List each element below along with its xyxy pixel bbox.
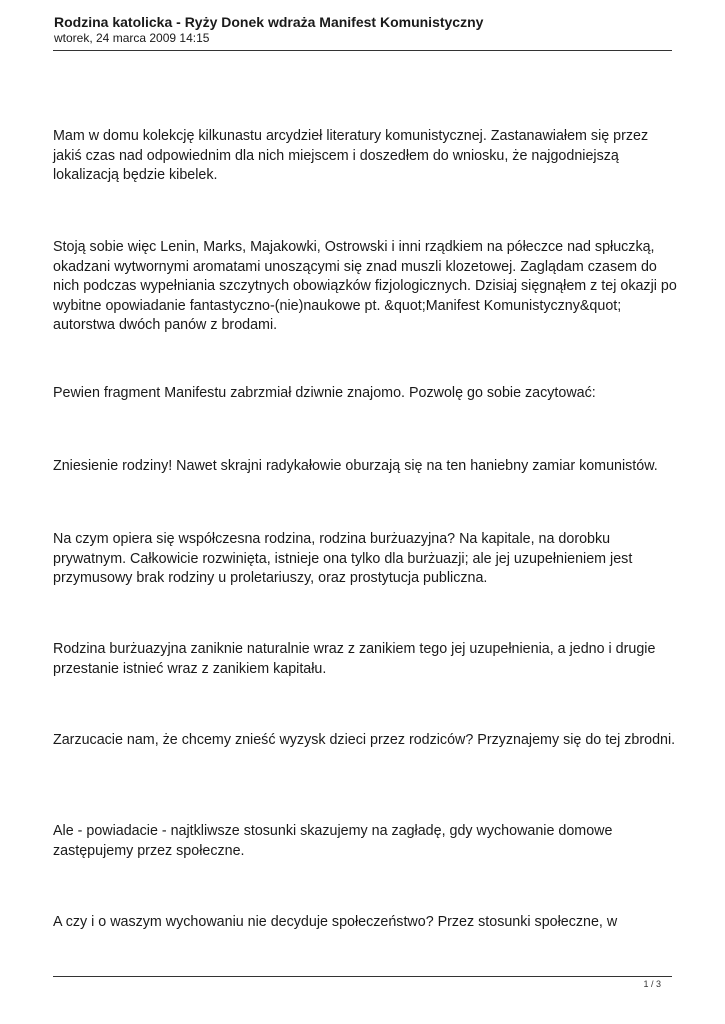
footer-divider (53, 976, 672, 977)
paragraph-7: Zarzucacie nam, że chcemy znieść wyzysk dzieci przez rodziców? Przyznajemy się do tej zbrodni. (53, 732, 676, 748)
paragraph-8: Ale - powiadacie - najtkliwsze stosunki skazujemy na zagładę, gdy wychowanie domowe zastępujemy przez społeczne. (53, 823, 613, 859)
article-date: wtorek, 24 marca 2009 14:15 (54, 31, 210, 45)
page-header (54, 14, 672, 46)
paragraph-3: Pewien fragment Manifestu zabrzmiał dziwnie znajomo. Pozwolę go sobie zacytować: (53, 385, 596, 401)
paragraph-2: Stoją sobie więc Lenin, Marks, Majakowki, Ostrowski i inni rządkiem na półeczce nad spłuczką, okadzani wytwornymi aromatami unoszącymi się znad muszli klozetowej. Zaglądam czasem do nich podczas wypełniania szczytnych obowiązków fizjologicznych. Dzisiaj sięgnąłem z tej okazji po wybitne opowiadanie fantastyczno-(nie)naukowe pt. &quot;Manifest Komunistyczny&quot; autorstwa dwóch panów z brodami. (53, 239, 677, 333)
header-divider (53, 50, 672, 51)
article-title: Rodzina katolicka - Ryży Donek wdraża Manifest Komunistyczny (54, 14, 484, 30)
paragraph-5: Na czym opiera się współczesna rodzina, rodzina burżuazyjna? Na kapitale, na dorobku prywatnym. Całkowicie rozwinięta, istnieje ona tylko dla burżuazji; ale jej uzupełnieniem jest przymusowy brak rodziny u proletariuszy, oraz prostytucja publiczna. (53, 531, 633, 586)
page-number: 1 / 3 (643, 979, 661, 989)
paragraph-9: A czy i o waszym wychowaniu nie decyduje społeczeństwo? Przez stosunki społeczne, w (53, 914, 618, 930)
paragraph-4: Zniesienie rodziny! Nawet skrajni radykałowie oburzają się na ten haniebny zamiar komunistów. (53, 458, 658, 474)
paragraph-1: Mam w domu kolekcję kilkunastu arcydzieł literatury komunistycznej. Zastanawiałem się przez jakiś czas nad odpowiednim dla nich miejscem i doszedłem do wniosku, że najgodniejszą lokalizacją będzie kibelek. (53, 128, 649, 183)
paragraph-6: Rodzina burżuazyjna zaniknie naturalnie wraz z zanikiem tego jej uzupełnienia, a jedno i drugie przestanie istnieć wraz z zanikiem kapitału. (53, 641, 656, 677)
